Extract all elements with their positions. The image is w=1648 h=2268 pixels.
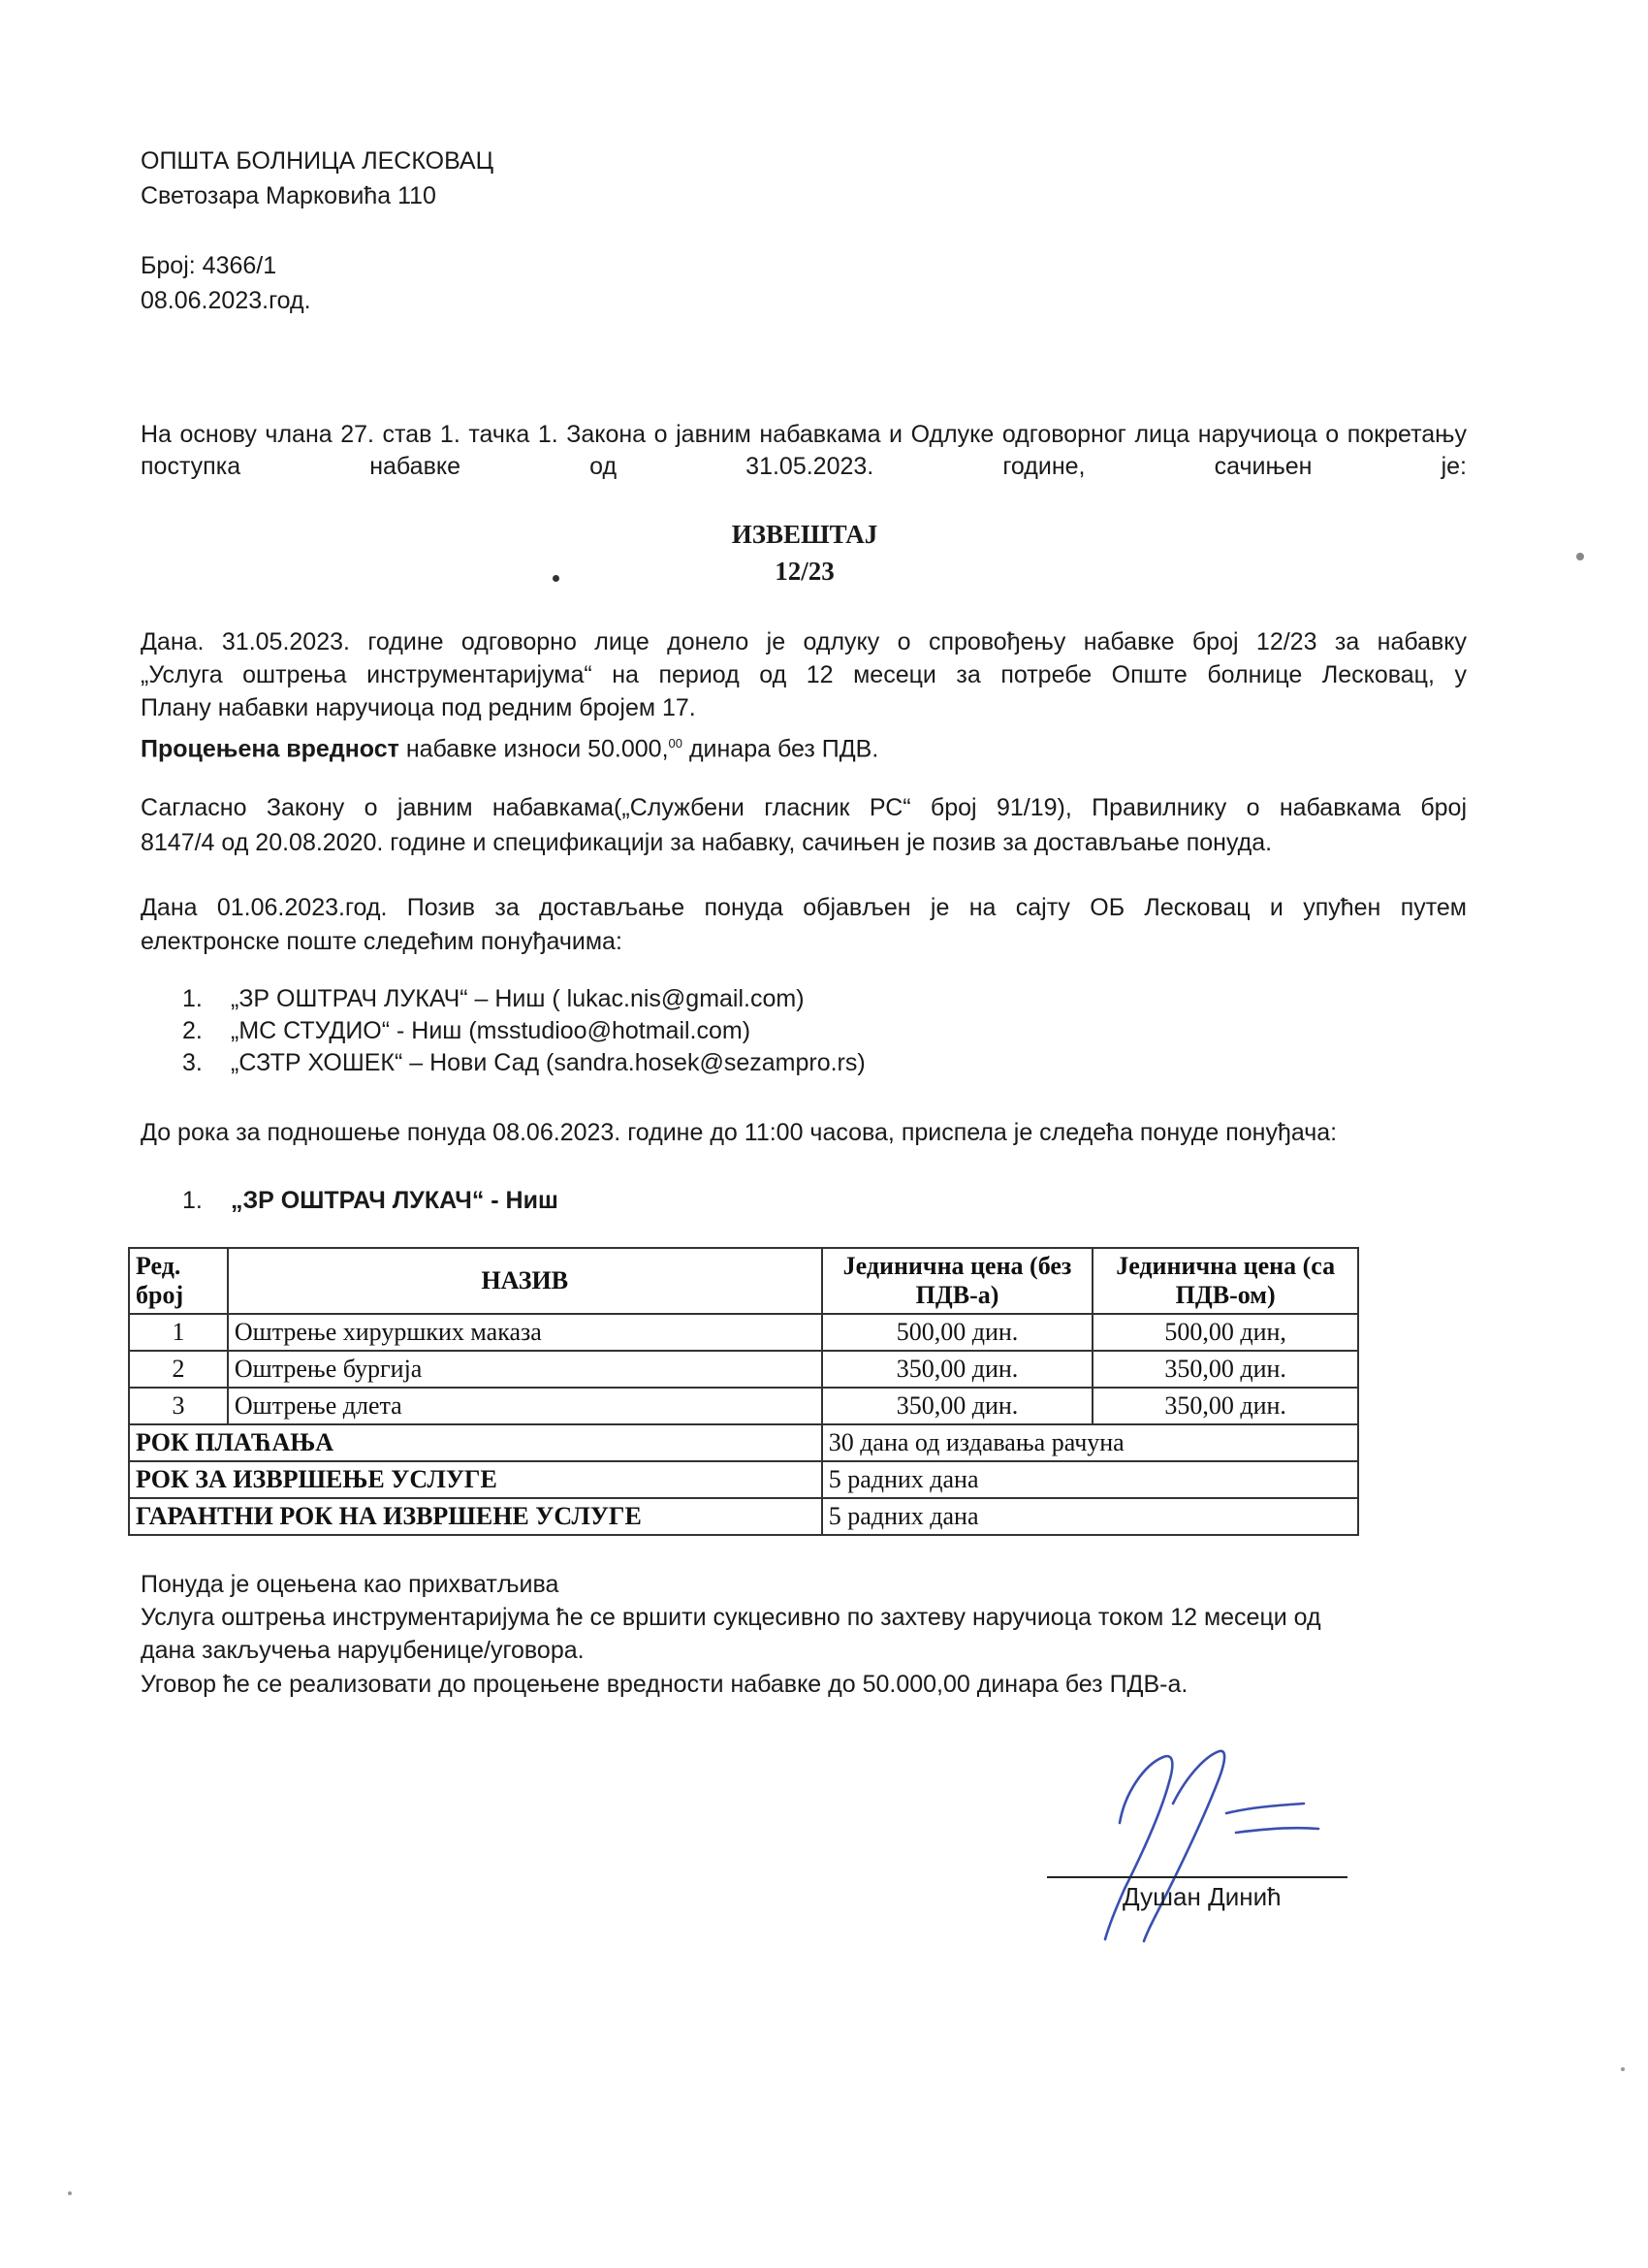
table-row [129,1351,1358,1388]
col-header-net-price: Јединична цена (без ПДВ-а) [822,1248,1093,1314]
signatory-name: Душан Динић [1123,1882,1282,1911]
institution-name: ОПШТА БОЛНИЦА ЛЕСКОВАЦ [141,147,494,175]
bidder-item: 1. „ЗР ОШТРАЧ ЛУКАЧ“ – Ниш ( lukac.nis@gmail.com) [182,985,805,1012]
term-value: 5 радних дана [822,1498,1358,1535]
term-label: РОК ЗА ИЗВРШЕЊЕ УСЛУГЕ [129,1461,822,1498]
offer-heading [182,1185,558,1217]
bidders-list [182,983,866,1079]
term-label: ГАРАНТНИ РОК НА ИЗВРШЕНЕ УСЛУГЕ [129,1498,822,1535]
institution-address: Светозара Марковића 110 [141,182,436,209]
col-header-name: НАЗИВ [228,1248,822,1314]
row-name: Оштрење хируршких маказа [228,1314,822,1351]
row-number: 3 [129,1388,228,1424]
para1-line2: „Услуга оштрења инструментаријума“ на период од 12 месеци за потребе Опште болнице Лесковац, у [141,661,1467,688]
para2-line2: 8147/4 од 20.08.2020. године и спецификацији за набавку, сачињен је позив за достављање понуда. [141,829,1273,856]
conclusion-line2: Услуга оштрења инструментаријума ће се вршити сукцесивно по захтеву наручиоца током 12 месеци од [141,1604,1321,1631]
table-header-row [129,1248,1358,1314]
row-gross-price: 350,00 дин. [1093,1388,1358,1424]
stray-dot [553,575,559,582]
offer-number: 1. [182,1187,203,1214]
estimated-value-currency: динара без ПДВ. [682,735,879,763]
conclusion-line4: Уговор ће се реализовати до процењене вредности набавке до 50.000,00 динара без ПДВ-а. [141,1671,1188,1698]
conclusion-line3: дана закључења наруџбенице/уговора. [141,1637,585,1664]
row-net-price: 350,00 дин. [822,1388,1093,1424]
estimated-value-text: набавке износи 50.000, [398,735,669,763]
table-row [129,1388,1358,1424]
report-title: ИЗВЕШТАЈ [731,520,878,549]
terms-row [129,1424,1358,1461]
scan-speck [1576,553,1584,560]
row-number: 1 [129,1314,228,1351]
row-net-price: 350,00 дин. [822,1351,1093,1388]
terms-row [129,1461,1358,1498]
row-net-price: 500,00 дин. [822,1314,1093,1351]
table-row [129,1314,1358,1351]
offer-bidder: „ЗР ОШТРАЧ ЛУКАЧ“ - Ниш [231,1187,558,1214]
offer-table [128,1247,1359,1536]
handwritten-signature [1028,1736,1357,1959]
row-number: 2 [129,1351,228,1388]
scan-speck [1621,2067,1625,2071]
row-gross-price: 500,00 дин, [1093,1314,1358,1351]
row-name: Оштрење бургија [228,1351,822,1388]
signature-line [1047,1876,1347,1878]
document-number: Број: 4366/1 [141,252,277,279]
deadline-text: До рока за подношење понуда 08.06.2023. године до 11:00 часова, приспела је следећа понуде понуђача: [141,1119,1338,1146]
col-header-gross-price: Јединична цена (са ПДВ-ом) [1093,1248,1358,1314]
para3-line1: Дана 01.06.2023.год. Позив за достављање понуда објављен је на сајту ОБ Лесковац и упућен путем [141,894,1467,921]
document-date: 08.06.2023.год. [141,287,311,314]
para2-line1: Сагласно Закону о јавним набавкама(„Службени гласник РС“ број 91/19), Правилнику о набавкама број [141,794,1467,821]
conclusion-line1: Понуда је оцењена као прихватљива [141,1571,559,1598]
intro-paragraph [141,419,1467,483]
para1-line3: Плану набавки наручиоца под редним бројем 17. [141,694,696,721]
estimated-value-sup: 00 [668,736,682,751]
bidder-item: 3. „СЗТР ХОШЕК“ – Нови Сад (sandra.hosek@sezampro.rs) [182,1049,866,1076]
bidder-item: 2. „МС СТУДИО“ - Ниш (msstudioo@hotmail.com) [182,1017,751,1044]
intro-text: На основу члана 27. став 1. тачка 1. Закона о јавним набавкама и Одлуке одговорног лица наручиоца о покретању поступка набавке од 31.05.2023. године, сачињен је: [141,421,1467,480]
term-value: 30 дана од издавања рачуна [822,1424,1358,1461]
para3-line2: електронске поште следећим понуђачима: [141,928,622,955]
estimated-value-label: Процењена вредност [141,735,399,763]
report-number: 12/23 [775,557,835,586]
row-gross-price: 350,00 дин. [1093,1351,1358,1388]
col-header-number: Ред. број [129,1248,228,1314]
scan-speck [68,2191,72,2195]
row-name: Оштрење длета [228,1388,822,1424]
terms-row [129,1498,1358,1535]
term-label: РОК ПЛАЋАЊА [129,1424,822,1461]
estimated-value-line [141,727,878,765]
para1-line1: Дана. 31.05.2023. године одговорно лице донело је одлуку о спровођењу набавке број 12/23 за набавку [141,628,1467,655]
term-value: 5 радних дана [822,1461,1358,1498]
